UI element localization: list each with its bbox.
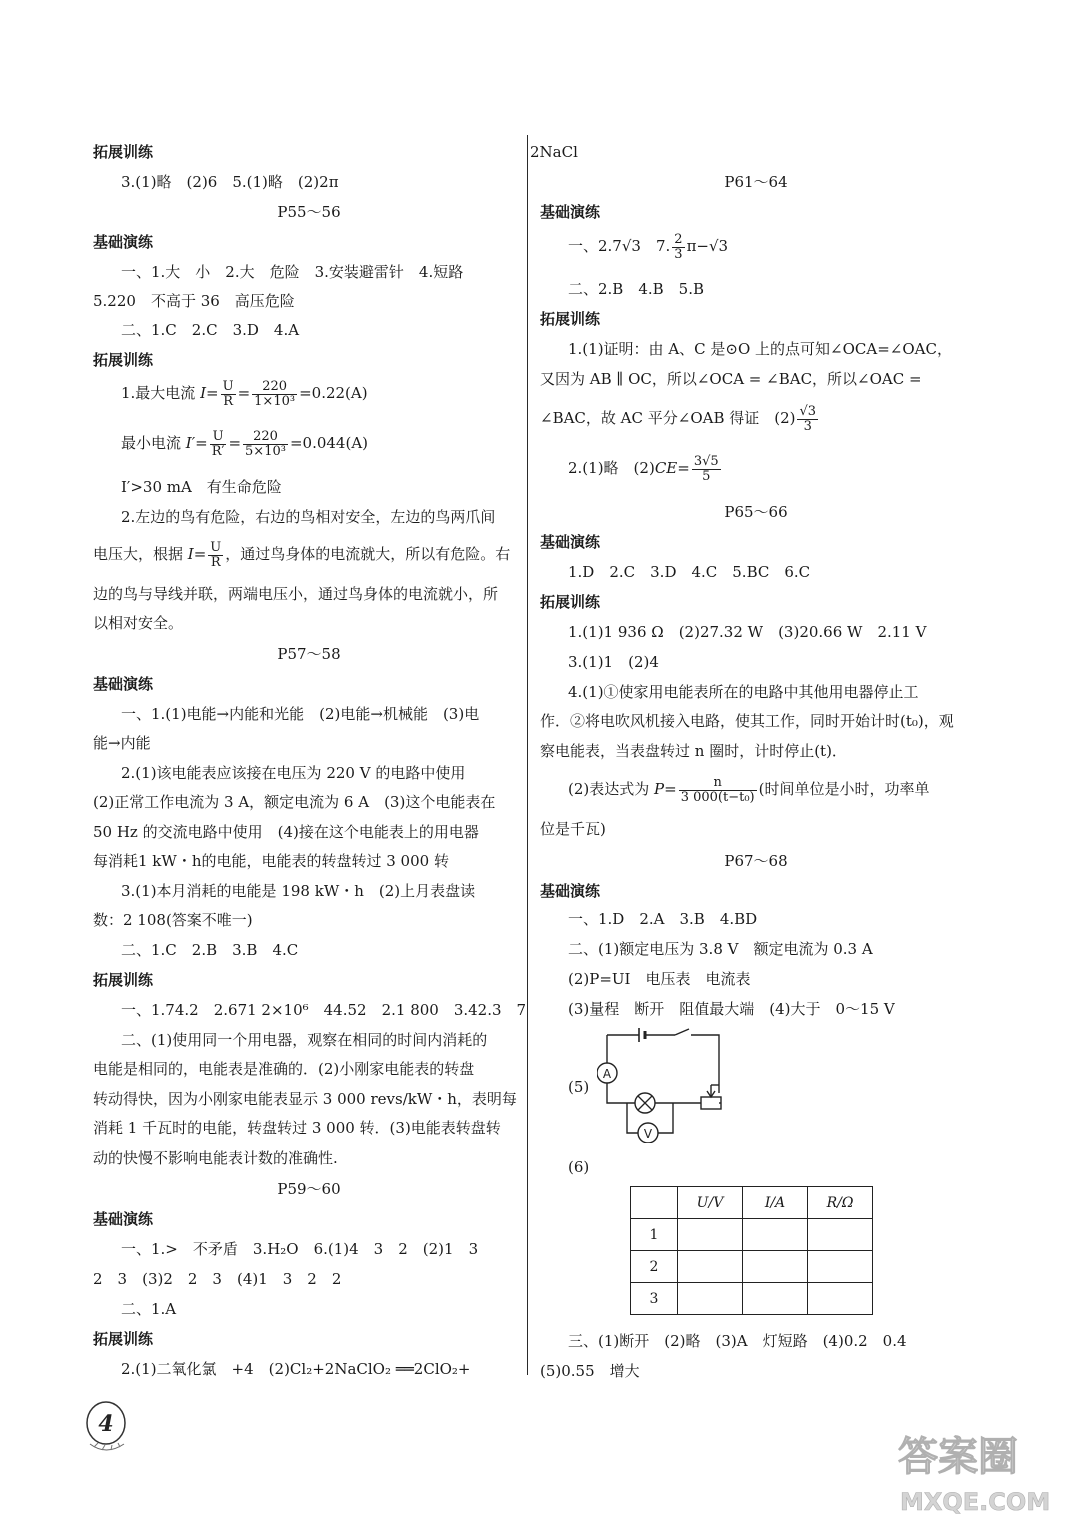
table-corner-cell: [631, 1187, 678, 1219]
section-heading: 基础演练: [93, 1210, 154, 1228]
page-number: 4: [98, 1411, 114, 1437]
section-heading: 基础演练: [540, 533, 601, 551]
answer-line: 二、1.C 2.C 3.D 4.A: [121, 321, 300, 339]
ammeter-label: A: [602, 1067, 612, 1081]
table-row-index: 1: [631, 1219, 678, 1251]
section-heading: 拓展训练: [93, 351, 154, 369]
answer-line: 二、(1)使用同一个用电器，观察在相同的时间内消耗的: [121, 1031, 488, 1049]
table-cell: [808, 1283, 873, 1315]
answer-line: 1.(1)证明：由 A、C 是⊙O 上的点可知∠OCA=∠OAC，: [568, 340, 952, 358]
answer-line: 一、1.D 2.A 3.B 4.BD: [568, 910, 758, 928]
formula-line: ∠BAC，故 AC 平分∠OAB 得证 (2) $\frac{√3}{3}$: [540, 404, 817, 434]
table-cell: [678, 1251, 743, 1283]
table-row: [631, 1283, 873, 1315]
table-cell: [808, 1219, 873, 1251]
answer-line: (6): [568, 1158, 590, 1176]
table-row-index: 3: [631, 1283, 678, 1315]
section-heading: 基础演练: [93, 233, 154, 251]
table-header-cell: R/Ω: [808, 1187, 873, 1219]
circuit-diagram: [597, 1025, 729, 1143]
page-range-heading: P61～64: [724, 173, 788, 191]
answer-line: 1.D 2.C 3.D 4.C 5.BC 6.C: [568, 563, 811, 581]
fraction: $\frac{U}{R}$: [210, 540, 222, 570]
answer-line: 3.(1)1 (2)4: [568, 653, 659, 671]
answer-line: 数：2 108(答案不唯一): [93, 911, 253, 929]
page-range-heading: P55～56: [277, 203, 341, 221]
table-cell: [808, 1251, 873, 1283]
answer-line: 2.左边的鸟有危险，右边的鸟相对安全，左边的鸟两爪间: [121, 508, 496, 526]
answer-line: 二、(1)额定电压为 3.8 V 额定电流为 0.3 A: [568, 940, 873, 958]
answer-line: 2.(1)该电能表应该接在电压为 220 V 的电路中使用: [121, 764, 466, 782]
section-heading: 拓展训练: [540, 593, 601, 611]
answer-line: 察电能表，当表盘转过 n 圈时，计时停止(t)．: [540, 742, 847, 760]
section-heading: 拓展训练: [93, 1330, 154, 1348]
ammeter-icon: [597, 1063, 617, 1083]
table-row: [631, 1219, 873, 1251]
section-heading: 拓展训练: [93, 971, 154, 989]
answer-line: 位是千瓦): [540, 820, 606, 838]
fraction: $\frac{U}{R'}$: [211, 429, 225, 459]
answer-line: 3.(1)略 (2)6 5.(1)略 (2)2π: [121, 173, 339, 191]
section-heading: 基础演练: [540, 882, 601, 900]
answer-line: 2NaCl: [530, 143, 578, 161]
answer-line: 二、1.A: [121, 1300, 177, 1318]
fraction: $\frac{U}{R}$: [222, 379, 234, 409]
voltmeter-label: V: [643, 1127, 653, 1141]
section-heading: 拓展训练: [540, 310, 601, 328]
table-cell: [678, 1219, 743, 1251]
answer-line: 又因为 AB ∥ OC，所以∠OCA = ∠BAC，所以∠OAC =: [540, 370, 922, 388]
section-heading: 基础演练: [93, 675, 154, 693]
page-range-heading: P57～58: [277, 645, 341, 663]
answer-line: (5)0.55 增大: [540, 1362, 640, 1380]
lamp-icon: [635, 1093, 655, 1113]
table-header-row: [631, 1187, 873, 1219]
formula-line-min-current: 最小电流 I′= $\frac{U}{R'}$ = $\frac{220}{\text{5×10³}}$ =0.044(A): [121, 429, 368, 459]
voltmeter-icon: [638, 1123, 658, 1143]
page-number-ornament: [78, 1398, 144, 1456]
formula-line: 一、2.7√3 7. $\frac{2}{3}$ π−√3: [568, 232, 729, 262]
section-heading: 拓展训练: [93, 143, 154, 161]
left-column: [93, 0, 533, 1400]
section-heading: 基础演练: [540, 203, 601, 221]
table-cell: [743, 1219, 808, 1251]
table-row-index: 2: [631, 1251, 678, 1283]
answer-line: 转动得快，因为小刚家电能表显示 3 000 revs/kW・h，表明每: [93, 1090, 517, 1108]
answer-line: 边的鸟与导线并联，两端电压小，通过鸟身体的电流就小，所: [93, 585, 499, 603]
answer-line: (3)量程 断开 阻值最大端 (4)大于 0～15 V: [568, 1000, 895, 1018]
fraction: $\frac{220}{\text{5×10³}}$: [245, 429, 286, 459]
answer-line: 一、1.74.2 2.671 2×10⁶ 44.52 2.1 800 3.42.3 7: [121, 1001, 527, 1019]
fraction: $\frac{220}{\text{1×10³}}$: [254, 379, 296, 409]
fraction: $\frac{√3}{3}$: [799, 404, 817, 434]
answer-line: 二、2.B 4.B 5.B: [568, 280, 705, 298]
page-range-heading: P59～60: [277, 1180, 341, 1198]
formula-line-bird: 电压大，根据 I= $\frac{U}{R}$ ，通过鸟身体的电流就大，所以有危险。右: [93, 540, 511, 570]
answer-line: 4.(1)①使家用电能表所在的电路中其他用电器停止工: [568, 683, 919, 701]
answer-line: 三、(1)断开 (2)略 (3)A 灯短路 (4)0.2 0.4: [568, 1332, 907, 1350]
answer-line: 一、1.大 小 2.大 危险 3.安装避雷针 4.短路: [121, 263, 464, 281]
table-header-cell: I/A: [743, 1187, 808, 1219]
answer-line: 二、1.C 2.B 3.B 4.C: [121, 941, 299, 959]
table-row: [631, 1251, 873, 1283]
answer-line: 能→内能: [93, 734, 151, 752]
answer-line: 一、1.> 不矛盾 3.H₂O 6.(1)4 3 2 (2)1 3: [121, 1240, 479, 1258]
page-range-heading: P65～66: [724, 503, 788, 521]
answer-line: 电能是相同的，电能表是准确的．(2)小刚家电能表的转盘: [93, 1060, 475, 1078]
fraction: $\frac{n}{\text{3 000(t−t₀)}}$: [680, 775, 755, 805]
answer-line: 50 Hz 的交流电路中使用 (4)接在这个电能表上的用电器: [93, 823, 479, 841]
formula-line: 2.(1)略 (2)CE= $\frac{3√5}{5}$: [568, 454, 719, 484]
formula-line-max-current: 1.最大电流 I= $\frac{U}{R}$ = $\frac{220}{\text{1×10³}}$ =0.22(A): [121, 379, 368, 409]
answer-line: 每消耗1 kW・h的电能，电能表的转盘转过 3 000 转: [93, 852, 449, 870]
answer-line: 动的快慢不影响电能表计数的准确性.: [93, 1149, 338, 1167]
table-header-cell: U/V: [678, 1187, 743, 1219]
answer-line: 作．②将电吹风机接入电路，使其工作，同时开始计时(t₀)，观: [540, 712, 954, 730]
fraction: $\frac{3√5}{5}$: [693, 454, 719, 484]
watermark-url: MXQE.COM: [900, 1488, 1051, 1516]
fraction: $\frac{2}{3}$: [674, 232, 683, 262]
answer-line: 2 3 (3)2 2 3 (4)1 3 2 2: [93, 1270, 342, 1288]
answer-line: 5.220 不高于 36 高压危险: [93, 292, 295, 310]
answer-line: (2)正常工作电流为 3 A，额定电流为 6 A (3)这个电能表在: [93, 793, 496, 811]
watermark-logo: [888, 1420, 1063, 1520]
answer-line: 一、1.(1)电能→内能和光能 (2)电能→机械能 (3)电: [121, 705, 480, 723]
table-cell: [743, 1251, 808, 1283]
answer-line: 消耗 1 千瓦时的电能，转盘转过 3 000 转．(3)电能表转盘转: [93, 1119, 501, 1137]
answer-line: 以相对安全。: [93, 614, 184, 632]
answer-line: I′>30 mA 有生命危险: [121, 478, 282, 496]
answer-line: 1.(1)1 936 Ω (2)27.32 W (3)20.66 W 2.11 V: [568, 623, 927, 641]
formula-line-power: (2)表达式为 P= $\frac{n}{\text{3 000(t−t₀)}}$ (时间单位是小时，功率单: [568, 775, 930, 805]
measurement-table: [630, 1186, 873, 1315]
table-cell: [678, 1283, 743, 1315]
answer-line: 3.(1)本月消耗的电能是 198 kW・h (2)上月表盘读: [121, 882, 476, 900]
answer-line: 2.(1)二氧化氯 +4 (2)Cl₂+2NaClO₂ ══2ClO₂+: [121, 1360, 471, 1378]
page-range-heading: P67～68: [724, 852, 788, 870]
answer-line: (2)P=UI 电压表 电流表: [568, 970, 751, 988]
watermark-text: 答案圈: [898, 1434, 1018, 1480]
answer-line: (5): [568, 1078, 590, 1096]
table-cell: [743, 1283, 808, 1315]
